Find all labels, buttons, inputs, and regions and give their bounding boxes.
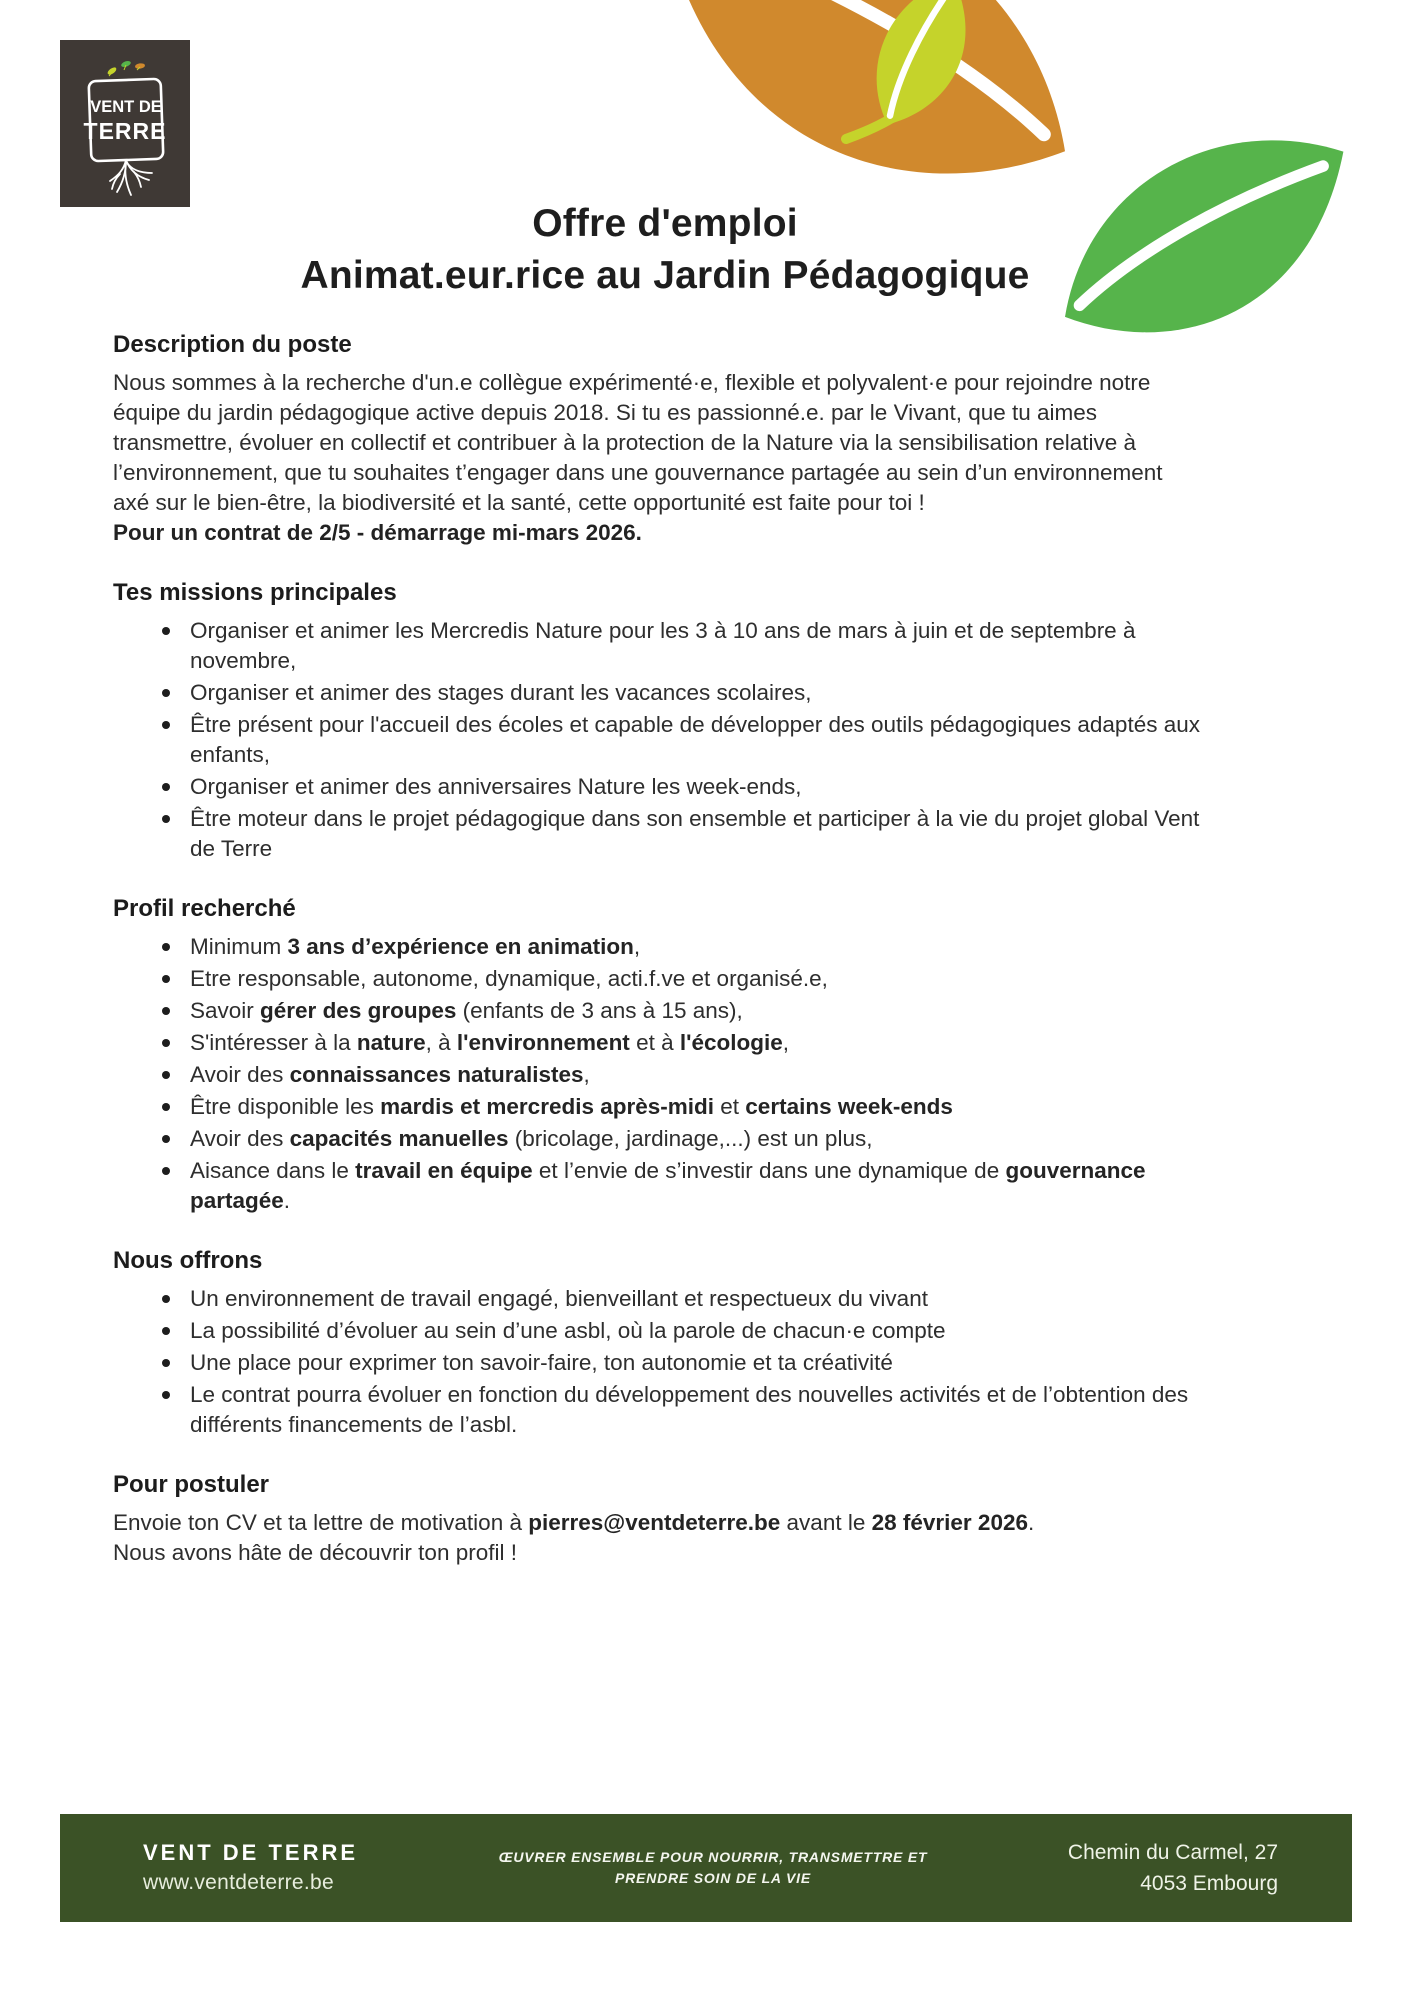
section-apply bbox=[113, 1470, 1205, 1568]
list-item: Savoir gérer des groupes (enfants de 3 ans à 15 ans), bbox=[160, 996, 1205, 1026]
footer-address-line2: 4053 Embourg bbox=[1140, 1872, 1278, 1895]
contract-line: Pour un contrat de 2/5 - démarrage mi-mars 2026. bbox=[113, 520, 642, 545]
list-item: Organiser et animer les Mercredis Nature pour les 3 à 10 ans de mars à juin et de septembre à novembre, bbox=[160, 616, 1205, 676]
section-description-heading: Description du poste bbox=[113, 331, 352, 358]
footer-bar bbox=[60, 1814, 1352, 1922]
footer-tagline-line1: ŒUVRER ENSEMBLE POUR NOURRIR, TRANSMETTRE ET bbox=[498, 1849, 928, 1865]
list-item: Être présent pour l'accueil des écoles et capable de développer des outils pédagogiques adaptés aux enfants, bbox=[160, 710, 1205, 770]
list-item: Minimum 3 ans d’expérience en animation, bbox=[160, 932, 1205, 962]
section-apply-heading: Pour postuler bbox=[113, 1471, 270, 1498]
section-offer bbox=[113, 1246, 1205, 1440]
offer-list bbox=[113, 1284, 1205, 1440]
logo-image bbox=[60, 40, 190, 207]
profile-list bbox=[113, 932, 1205, 1216]
list-item: Être disponible les mardis et mercredis après-midi et certains week-ends bbox=[160, 1092, 1205, 1122]
list-item: Une place pour exprimer ton savoir-faire, ton autonomie et ta créativité bbox=[160, 1348, 1205, 1378]
apply-line1: Envoie ton CV et ta lettre de motivation à pierres@ventdeterre.be avant le 28 février 2026. bbox=[113, 1510, 1035, 1535]
logo-text-line1: VENT DE bbox=[90, 98, 162, 116]
list-item: Être moteur dans le projet pédagogique dans son ensemble et participer à la vie du projet global Vent de Terre bbox=[160, 804, 1205, 864]
section-missions bbox=[113, 578, 1205, 864]
page-title bbox=[0, 198, 1330, 302]
list-item: Un environnement de travail engagé, bienveillant et respectueux du vivant bbox=[160, 1284, 1205, 1314]
section-missions-heading: Tes missions principales bbox=[113, 579, 397, 606]
page-title-line1: Offre d'emploi bbox=[532, 202, 798, 245]
list-item: Aisance dans le travail en équipe et l’envie de s’investir dans une dynamique de gouvernance partagée. bbox=[160, 1156, 1205, 1216]
main-content bbox=[113, 330, 1205, 1568]
logo-text-line2: TERRE bbox=[83, 118, 167, 144]
list-item: Organiser et animer des stages durant les vacances scolaires, bbox=[160, 678, 1205, 708]
footer-brand-name: VENT DE TERRE bbox=[143, 1840, 359, 1865]
section-profile bbox=[113, 894, 1205, 1216]
vent-de-terre-logo bbox=[60, 40, 190, 207]
description-paragraph: Nous sommes à la recherche d'un.e collègue expérimenté·e, flexible et polyvalent·e pour rejoindre notre équipe du jardin pédagogique active depuis 2018. Si tu es passionné.e. par le Vivant, que tu aimes transmettre, évoluer en collectif et contribuer à la protection de la Nature via la sensibilisation relative à l’environnement, que tu souhaites t’engager dans une gouvernance partagée au sein d’un environnement axé sur le bien-être, la biodiversité et la santé, cette opportunité est faite pour toi ! bbox=[113, 370, 1163, 515]
footer-address-line1: Chemin du Carmel, 27 bbox=[1067, 1841, 1278, 1864]
footer-tagline bbox=[378, 1847, 1048, 1889]
footer-website: www.ventdeterre.be bbox=[143, 1871, 334, 1894]
yellow-leaf-icon bbox=[837, 0, 1005, 139]
apply-line2: Nous avons hâte de découvrir ton profil ! bbox=[113, 1540, 517, 1565]
footer-tagline-line2: PRENDRE SOIN DE LA VIE bbox=[614, 1870, 811, 1886]
list-item: Etre responsable, autonome, dynamique, acti.f.ve et organisé.e, bbox=[160, 964, 1205, 994]
section-profile-heading: Profil recherché bbox=[113, 895, 296, 922]
leaf-decorations bbox=[0, 0, 1414, 360]
section-description bbox=[113, 330, 1205, 548]
list-item: Avoir des capacités manuelles (bricolage, jardinage,...) est un plus, bbox=[160, 1124, 1205, 1154]
list-item: La possibilité d’évoluer au sein d’une asbl, où la parole de chacun·e compte bbox=[160, 1316, 1205, 1346]
footer-address bbox=[1068, 1837, 1278, 1899]
list-item: Organiser et animer des anniversaires Nature les week-ends, bbox=[160, 772, 1205, 802]
footer-brand-block bbox=[143, 1838, 358, 1898]
section-offer-heading: Nous offrons bbox=[113, 1247, 263, 1274]
page-title-line2: Animat.eur.rice au Jardin Pédagogique bbox=[300, 254, 1030, 297]
missions-list bbox=[113, 616, 1205, 864]
list-item: S'intéresser à la nature, à l'environnement et à l'écologie, bbox=[160, 1028, 1205, 1058]
orange-leaf-icon bbox=[662, 0, 1065, 174]
list-item: Avoir des connaissances naturalistes, bbox=[160, 1060, 1205, 1090]
list-item: Le contrat pourra évoluer en fonction du développement des nouvelles activités et de l’obtention des différents financements de l’asbl. bbox=[160, 1380, 1205, 1440]
